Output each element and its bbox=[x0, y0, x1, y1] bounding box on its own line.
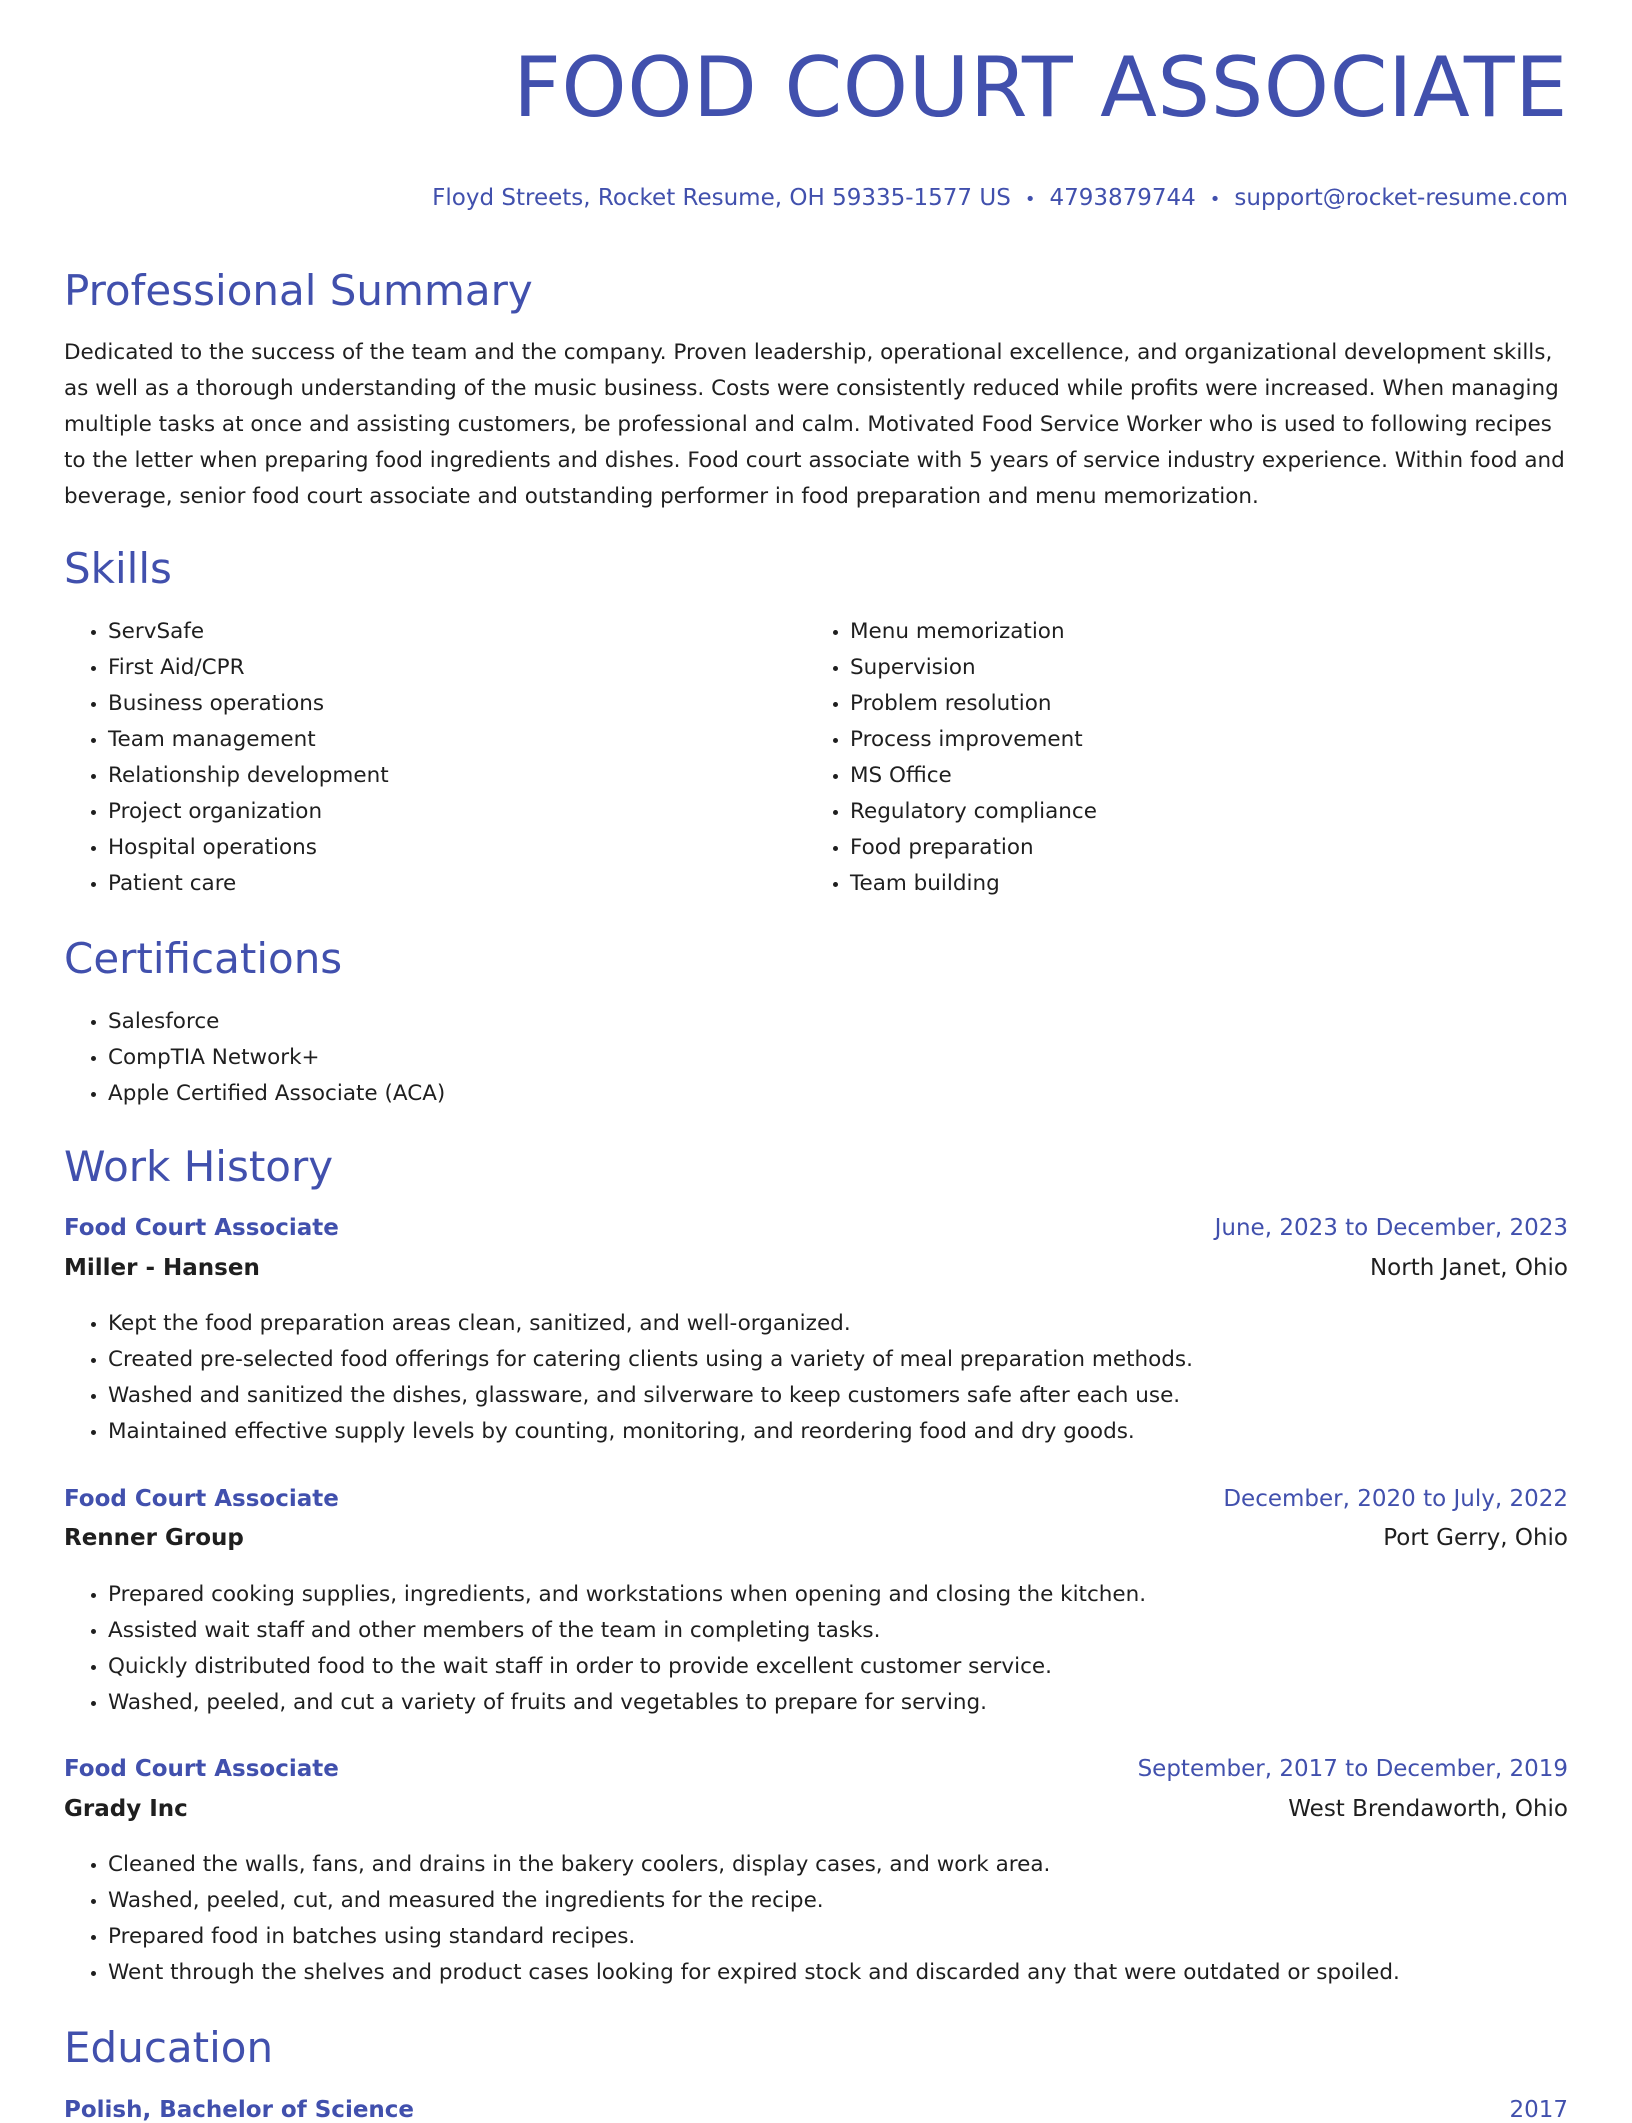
list-item: • Supervision bbox=[850, 650, 1506, 686]
job-location: Port Gerry, Ohio bbox=[1383, 1525, 1568, 1551]
education-year: 2017 bbox=[1509, 2097, 1568, 2123]
skills-column-right bbox=[806, 614, 1506, 902]
list-item: • MS Office bbox=[850, 758, 1506, 794]
job-company-row bbox=[64, 1525, 1568, 1551]
job-duties bbox=[64, 1306, 1568, 1450]
skills-list bbox=[64, 614, 764, 902]
list-item: • Assisted wait staff and other members of the team in completing tasks. bbox=[108, 1613, 1568, 1649]
section-title-education: Education bbox=[64, 2023, 274, 2072]
list-item: • Quickly distributed food to the wait staff in order to provide excellent customer service. bbox=[108, 1649, 1568, 1685]
list-item: • CompTIA Network+ bbox=[108, 1040, 445, 1076]
list-item: • Maintained effective supply levels by counting, monitoring, and reordering food and dry goods. bbox=[108, 1414, 1568, 1450]
company-name: Renner Group bbox=[64, 1525, 244, 1551]
job-dates: September, 2017 to December, 2019 bbox=[1137, 1756, 1568, 1782]
separator-dot: • bbox=[1209, 189, 1221, 210]
job-dates: December, 2020 to July, 2022 bbox=[1223, 1486, 1568, 1512]
list-item: • Food preparation bbox=[850, 830, 1506, 866]
list-item: • Kept the food preparation areas clean, sanitized, and well-organized. bbox=[108, 1306, 1568, 1342]
job-title: Food Court Associate bbox=[64, 1486, 339, 1512]
job-location: West Brendaworth, Ohio bbox=[1288, 1796, 1568, 1822]
address: Floyd Streets, Rocket Resume, OH 59335-1577 US bbox=[432, 185, 1011, 211]
section-title-skills: Skills bbox=[64, 544, 172, 593]
list-item: • Hospital operations bbox=[108, 830, 764, 866]
degree-title: Polish, Bachelor of Science bbox=[64, 2097, 415, 2123]
section-title-work-history: Work History bbox=[64, 1142, 334, 1191]
list-item: • Washed and sanitized the dishes, glassware, and silverware to keep customers safe after each use. bbox=[108, 1378, 1568, 1414]
duties-list bbox=[64, 1847, 1568, 1991]
page-title: FOOD COURT ASSOCIATE bbox=[513, 39, 1568, 136]
company-name: Grady Inc bbox=[64, 1796, 188, 1822]
list-item: • Went through the shelves and product cases looking for expired stock and discarded any that were outdated or spoiled. bbox=[108, 1955, 1568, 1991]
list-item: • Business operations bbox=[108, 686, 764, 722]
list-item: • Team building bbox=[850, 866, 1506, 902]
job-duties bbox=[64, 1577, 1568, 1721]
list-item: • Created pre-selected food offerings for catering clients using a variety of meal preparation methods. bbox=[108, 1342, 1568, 1378]
email-link[interactable]: support@rocket-resume.com bbox=[1234, 185, 1568, 211]
skills-column-left bbox=[64, 614, 764, 902]
separator-dot: • bbox=[1024, 189, 1036, 210]
list-item: • Relationship development bbox=[108, 758, 764, 794]
list-item: • Patient care bbox=[108, 866, 764, 902]
list-item: • Project organization bbox=[108, 794, 764, 830]
education-entry bbox=[64, 2097, 1568, 2123]
job-location: North Janet, Ohio bbox=[1369, 1255, 1568, 1281]
summary-text: Dedicated to the success of the team and the company. Proven leadership, operational excellence, and organizational development skills, as well as a thorough understanding of the music business. Costs were consistently reduced while profits were increased. When managing multiple tasks at once and assisting customers, be professional and calm. Motivated Food Service Worker who is used to following recipes to the letter when preparing food ingredients and dishes. Food court associate with 5 years of service industry experience. Within food and beverage, senior food court associate and outstanding performer in food preparation and menu memorization. bbox=[64, 340, 1565, 509]
job-company-row bbox=[64, 1796, 1568, 1822]
job-duties bbox=[64, 1847, 1568, 1991]
list-item: • Team management bbox=[108, 722, 764, 758]
list-item: • Menu memorization bbox=[850, 614, 1506, 650]
contact-line bbox=[432, 182, 1568, 216]
duties-list bbox=[64, 1577, 1568, 1721]
list-item: • Apple Certified Associate (ACA) bbox=[108, 1076, 445, 1112]
duties-list bbox=[64, 1306, 1568, 1450]
list-item: • First Aid/CPR bbox=[108, 650, 764, 686]
skills-list bbox=[806, 614, 1506, 902]
list-item: • Washed, peeled, cut, and measured the ingredients for the recipe. bbox=[108, 1883, 1568, 1919]
list-item: • Prepared cooking supplies, ingredients, and workstations when opening and closing the kitchen. bbox=[108, 1577, 1568, 1613]
job-company-row bbox=[64, 1255, 1568, 1281]
list-item: • Salesforce bbox=[108, 1004, 445, 1040]
company-name: Miller - Hansen bbox=[64, 1255, 260, 1281]
job-header bbox=[64, 1486, 1568, 1512]
list-item: • Problem resolution bbox=[850, 686, 1506, 722]
list-item: • Process improvement bbox=[850, 722, 1506, 758]
certifications-list bbox=[64, 1004, 445, 1112]
list-item: • Cleaned the walls, fans, and drains in the bakery coolers, display cases, and work area. bbox=[108, 1847, 1568, 1883]
section-title-certifications: Certifications bbox=[64, 934, 343, 983]
job-title: Food Court Associate bbox=[64, 1215, 339, 1241]
list-item: • Regulatory compliance bbox=[850, 794, 1506, 830]
list-item: • ServSafe bbox=[108, 614, 764, 650]
list-item: • Washed, peeled, and cut a variety of fruits and vegetables to prepare for serving. bbox=[108, 1685, 1568, 1721]
job-title: Food Court Associate bbox=[64, 1756, 339, 1782]
certifications-block bbox=[64, 1004, 445, 1112]
list-item: • Prepared food in batches using standard recipes. bbox=[108, 1919, 1568, 1955]
job-dates: June, 2023 to December, 2023 bbox=[1214, 1215, 1568, 1241]
job-header bbox=[64, 1215, 1568, 1241]
phone[interactable]: 4793879744 bbox=[1049, 185, 1196, 211]
section-title-summary: Professional Summary bbox=[64, 266, 533, 315]
job-header bbox=[64, 1756, 1568, 1782]
